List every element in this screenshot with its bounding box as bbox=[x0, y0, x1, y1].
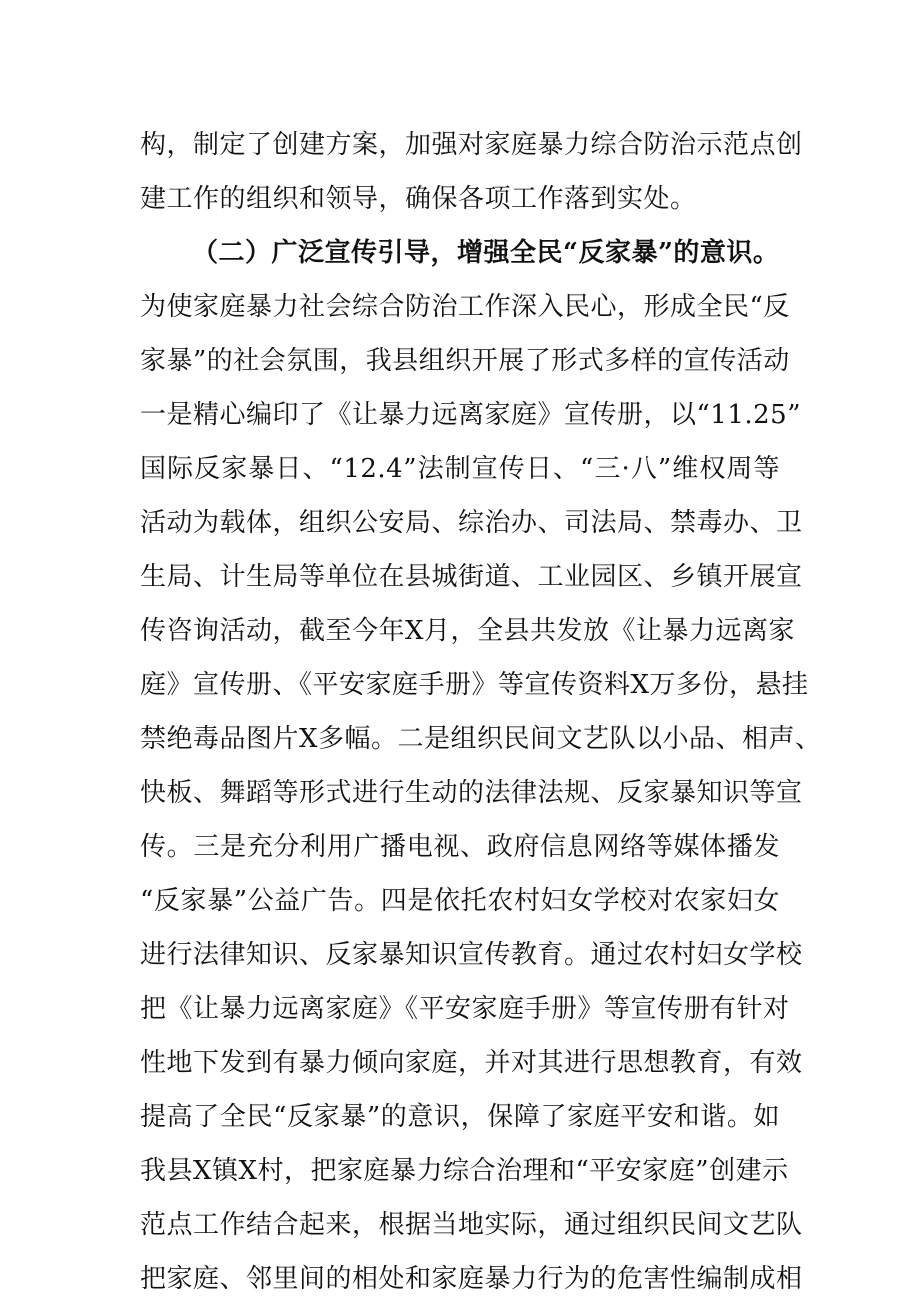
body-line-12: 禁绝毒品图片X多幅。二是组织民间文艺队以小品、相声、 bbox=[140, 724, 822, 754]
body-line-11: 庭》宣传册、《平安家庭手册》等宣传资料X万多份，悬挂 bbox=[140, 670, 809, 700]
body-line-15: “反家暴”公益广告。四是依托农村妇女学校对农家妇女 bbox=[140, 886, 780, 916]
body-line-13: 快板、舞蹈等形式进行生动的法律法规、反家暴知识等宣 bbox=[140, 778, 803, 808]
body-line-1: 构，制定了创建方案，加强对家庭暴力综合防治示范点创 bbox=[140, 130, 803, 160]
body-line-8: 活动为载体，组织公安局、综治办、司法局、禁毒办、卫 bbox=[140, 508, 803, 538]
body-line-17: 把《让暴力远离家庭》《平安家庭手册》等宣传册有针对 bbox=[140, 994, 790, 1024]
body-line-9: 生局、计生局等单位在县城街道、工业园区、乡镇开展宣 bbox=[140, 562, 803, 592]
body-line-10: 传咨询活动，截至今年X月，全县共发放《让暴力远离家 bbox=[140, 616, 796, 646]
body-line-4: 为使家庭暴力社会综合防治工作深入民心，形成全民“反 bbox=[140, 292, 790, 322]
body-line-16: 进行法律知识、反家暴知识宣传教育。通过农村妇女学校 bbox=[140, 940, 803, 970]
body-line-2: 建工作的组织和领导，确保各项工作落到实处。 bbox=[140, 184, 697, 214]
body-line-14: 传。三是充分利用广播电视、政府信息网络等媒体播发 bbox=[140, 832, 780, 862]
document-body bbox=[140, 118, 822, 1306]
body-line-19: 提高了全民“反家暴”的意识，保障了家庭平安和谐。如 bbox=[140, 1102, 780, 1132]
body-line-7: 国际反家暴日、“12.4”法制宣传日、“三·八”维权周等 bbox=[140, 454, 780, 484]
body-line-5: 家暴”的社会氛围，我县组织开展了形式多样的宣传活动 bbox=[140, 346, 790, 376]
body-line-22: 把家庭、邻里间的相处和家庭暴力行为的危害性编制成相 bbox=[140, 1264, 803, 1294]
body-line-21: 范点工作结合起来，根据当地实际，通过组织民间文艺队 bbox=[140, 1210, 803, 1240]
body-line-18: 性地下发到有暴力倾向家庭，并对其进行思想教育，有效 bbox=[140, 1048, 803, 1078]
body-line-6: 一是精心编印了《让暴力远离家庭》宣传册，以“11.25” bbox=[140, 400, 802, 430]
body-line-20: 我县X镇X村，把家庭暴力综合治理和“平安家庭”创建示 bbox=[140, 1156, 789, 1186]
section-heading: （二）广泛宣传引导，增强全民“反家暴”的意识。 bbox=[192, 238, 780, 268]
